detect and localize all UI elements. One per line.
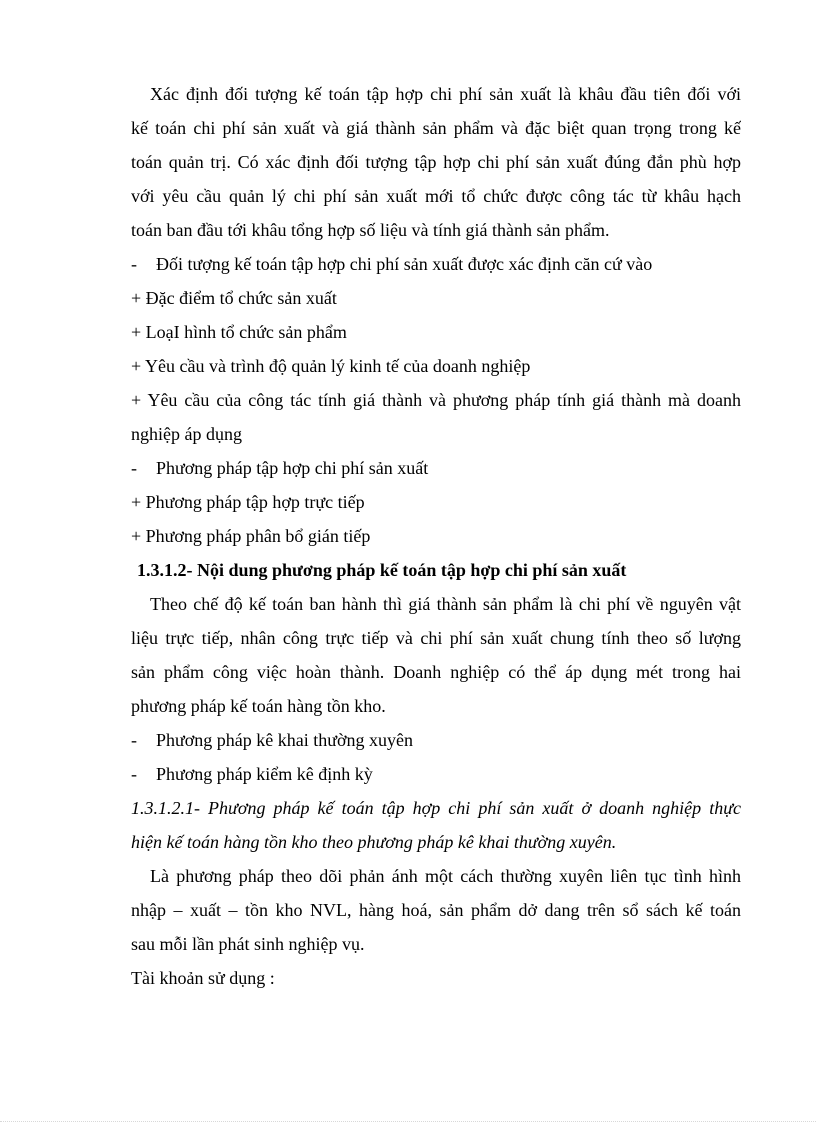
bullet-item [131, 723, 741, 757]
dash-marker: - [131, 764, 137, 784]
paragraph-line: toán quản trị. Có xác định đối tượng tập hợp chi phí sản xuất đúng đắn phù hợp [131, 152, 741, 172]
bullet-text: Đối tượng kế toán tập hợp chi phí sản xuất được xác định căn cứ vào [156, 254, 653, 274]
paragraph-line: phương pháp kế toán hàng tồn kho. [131, 696, 386, 716]
paragraph-line: Xác định đối tượng kế toán tập hợp chi phí sản xuất là khâu đầu tiên đối với [150, 84, 741, 104]
paragraph-line: toán ban đầu tới khâu tổng hợp số liệu và tính giá thành sản phẩm. [131, 220, 610, 240]
bullet-item [131, 451, 741, 485]
section-heading: 1.3.1.2- Nội dung phương pháp kế toán tập hợp chi phí sản xuất [137, 560, 627, 580]
paragraph-line: liệu trực tiếp, nhân công trực tiếp và chi phí sản xuất chung tính theo số lượng [131, 628, 741, 648]
dash-marker: - [131, 730, 137, 750]
bullet-item [131, 757, 741, 791]
paragraph-line: Theo chế độ kế toán ban hành thì giá thành sản phẩm là chi phí về nguyên vật [150, 594, 741, 614]
bullet-item [131, 247, 741, 281]
plus-item: + Đặc điểm tổ chức sản xuất [131, 288, 337, 308]
document-body [131, 77, 741, 995]
paragraph-line: kế toán chi phí sản xuất và giá thành sản phẩm và đặc biệt quan trọng trong kế [131, 118, 741, 138]
subsection-heading-line: hiện kế toán hàng tồn kho theo phương pháp kê khai thường xuyên. [131, 832, 617, 852]
plus-item: + LoạI hình tổ chức sản phẩm [131, 322, 347, 342]
paragraph-line: nghiệp áp dụng [131, 424, 242, 444]
bullet-text: Phương pháp kê khai thường xuyên [156, 730, 414, 750]
account-label: Tài khoản sử dụng : [131, 968, 275, 988]
paragraph-line: + Yêu cầu của công tác tính giá thành và phương pháp tính giá thành mà doanh [131, 390, 741, 410]
paragraph-regulation [131, 587, 741, 723]
paragraph-line: với yêu cầu quản lý chi phí sản xuất mới tổ chức được công tác từ khâu hạch [131, 186, 741, 206]
paragraph-intro [131, 77, 741, 247]
paragraph-method [131, 859, 741, 961]
bullet-text: Phương pháp kiểm kê định kỳ [156, 764, 373, 784]
plus-item: + Phương pháp tập hợp trực tiếp [131, 492, 365, 512]
paragraph-line: Là phương pháp theo dõi phản ánh một cách thường xuyên liên tục tình hình [150, 866, 741, 886]
dash-marker: - [131, 458, 137, 478]
plus-item-long [131, 383, 741, 451]
bullet-text: Phương pháp tập hợp chi phí sản xuất [156, 458, 429, 478]
dash-marker: - [131, 254, 137, 274]
subsection-heading [131, 791, 741, 859]
plus-item: + Phương pháp phân bổ gián tiếp [131, 526, 371, 546]
paragraph-line: nhập – xuất – tồn kho NVL, hàng hoá, sản phẩm dở dang trên sổ sách kế toán [131, 900, 741, 920]
paragraph-line: sau mỗi lần phát sinh nghiệp vụ. [131, 934, 365, 954]
plus-item: + Yêu cầu và trình độ quản lý kinh tế của doanh nghiệp [131, 356, 531, 376]
subsection-heading-line: 1.3.1.2.1- Phương pháp kế toán tập hợp chi phí sản xuất ở doanh nghiệp thực [131, 798, 741, 818]
paragraph-line: sản phẩm công việc hoàn thành. Doanh nghiệp có thể áp dụng mét trong hai [131, 662, 741, 682]
page-bottom-divider [0, 1121, 816, 1122]
